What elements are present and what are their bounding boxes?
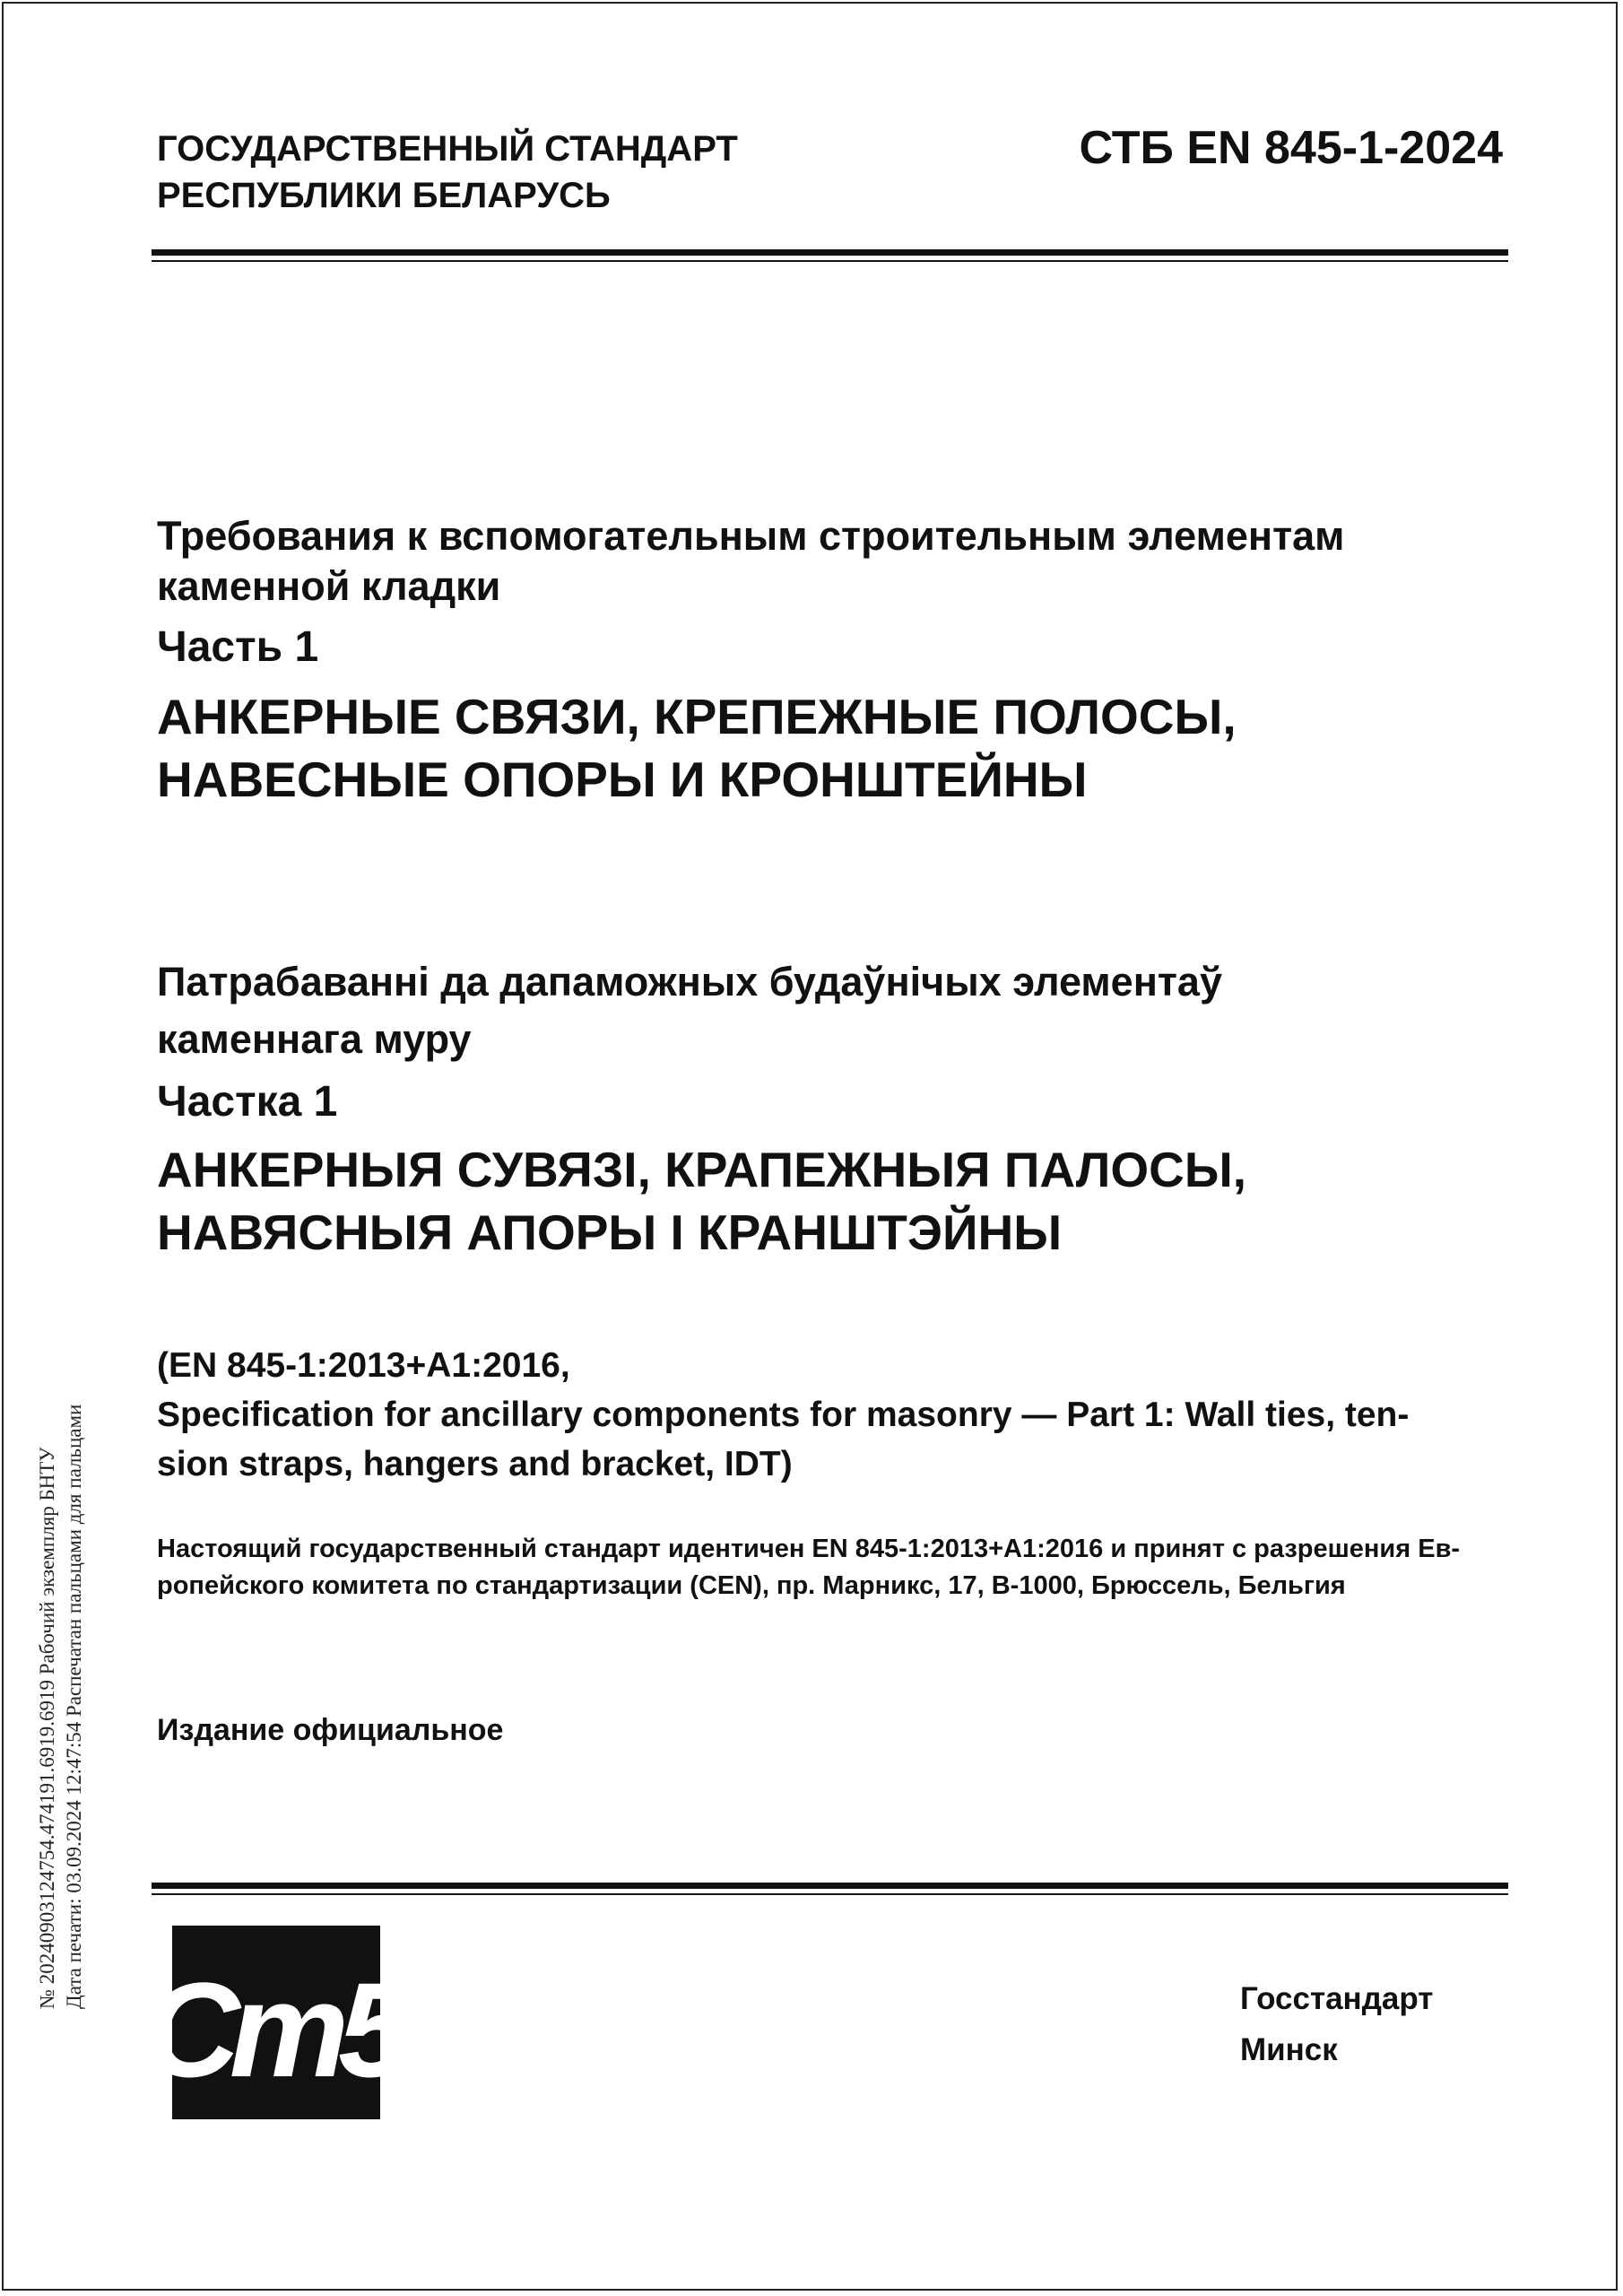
standard-code: СТБ EN 845-1-2024 xyxy=(1079,122,1503,174)
print-stamp-line-1: № 20240903124754.474191.6919.6919 Рабочий экземпляр БНТУ xyxy=(36,1447,58,2009)
belarusian-part: Частка 1 xyxy=(157,1078,338,1126)
russian-title-line-2: каменной кладки xyxy=(157,563,501,609)
english-line-3: sion straps, hangers and bracket, IDT) xyxy=(157,1445,793,1483)
top-double-rule xyxy=(152,249,1508,262)
russian-title-line-1: Требования к вспомогательным строительным элементам xyxy=(157,513,1345,559)
russian-part: Часть 1 xyxy=(157,623,319,671)
belarusian-subtitle-line-1: АНКЕРНЫЯ СУВЯЗІ, КРАПЕЖНЫЯ ПАЛОСЫ, xyxy=(157,1142,1246,1197)
belarusian-title-block xyxy=(157,953,1529,1264)
adoption-note-line-1: Настоящий государственный стандарт идентичен EN 845-1:2013+A1:2016 и принят с разрешения Ев- xyxy=(157,1535,1461,1563)
official-edition: Издание официальное xyxy=(157,1713,504,1747)
publisher-name: Госстандарт xyxy=(1240,1981,1434,2016)
russian-subtitle-line-1: АНКЕРНЫЕ СВЯЗИ, КРЕПЕЖНЫЕ ПОЛОСЫ, xyxy=(157,689,1237,744)
english-reference xyxy=(157,1341,1511,1489)
russian-title-block xyxy=(157,511,1529,811)
standard-organization xyxy=(157,126,738,219)
org-line-1: ГОСУДАРСТВЕННЫЙ СТАНДАРТ xyxy=(157,129,738,169)
english-line-2: Specification for ancillary components for masonry — Part 1: Wall ties, ten- xyxy=(157,1396,1410,1434)
adoption-note-line-2: ропейского комитета по стандартизации (CEN), пр. Марникс, 17, B-1000, Брюссель, Бельгия xyxy=(157,1571,1346,1600)
print-stamp xyxy=(34,1405,88,2009)
adoption-note xyxy=(157,1531,1511,1605)
bottom-double-rule xyxy=(152,1883,1508,1895)
belarusian-title-line-2: каменнага муру xyxy=(157,1016,472,1062)
stb-logo-icon xyxy=(143,1926,403,2119)
publisher-city: Минск xyxy=(1240,2032,1338,2067)
print-stamp-line-2: Дата печати: 03.09.2024 12:47:54 Распечатан пальцами для пальцами xyxy=(63,1404,85,2009)
belarusian-title-line-1: Патрабаванні да дапаможных будаўнічых элементаў xyxy=(157,959,1222,1004)
russian-subtitle-line-2: НАВЕСНЫЕ ОПОРЫ И КРОНШТЕЙНЫ xyxy=(157,752,1088,807)
english-line-1: (EN 845-1:2013+A1:2016, xyxy=(157,1346,570,1385)
publisher xyxy=(1240,1973,1433,2075)
org-line-2: РЕСПУБЛИКИ БЕЛАРУСЬ xyxy=(157,176,611,215)
stb-logo-text: Ст5 xyxy=(143,1954,403,2105)
belarusian-subtitle-line-2: НАВЯСНЫЯ АПОРЫ І КРАНШТЭЙНЫ xyxy=(157,1205,1063,1260)
